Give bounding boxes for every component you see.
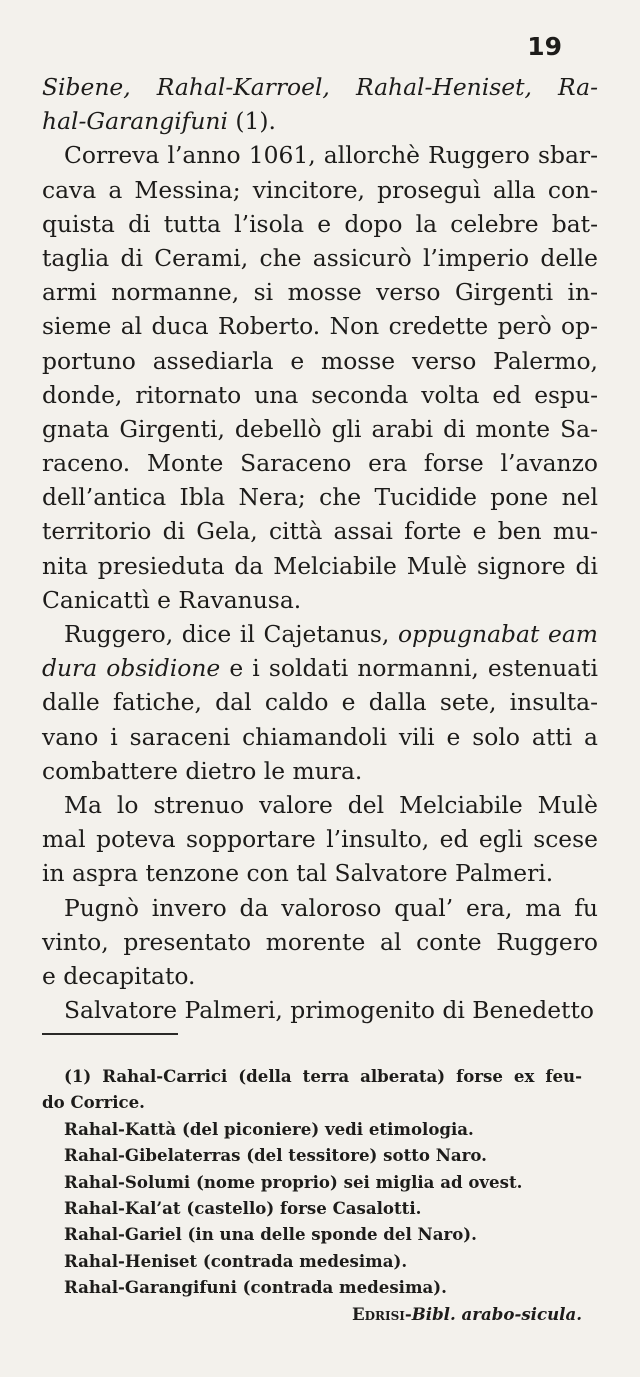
text-segment: Ma lo strenuo valore del Melciabile Mulè — [64, 790, 598, 819]
text-line — [42, 138, 598, 172]
text-segment: sieme al duca Roberto. Non credette però op- — [42, 312, 598, 341]
footnote-line: Rahal-Garangifuni (contrada medesima). — [64, 1277, 447, 1298]
italic-text: oppugnabat eam — [397, 620, 598, 648]
footnote-separator — [42, 1033, 178, 1035]
footnote-line: (1) Rahal-Carrici (della terra alberata) forse ex feu- — [64, 1066, 582, 1086]
text-line — [42, 309, 598, 343]
text-line — [42, 993, 598, 1027]
text-segment: Salvatore Palmeri, primogenito di Benedetto — [64, 996, 594, 1025]
text-line — [42, 617, 598, 651]
text-line — [42, 754, 598, 788]
text-line — [42, 856, 598, 890]
text-line — [42, 344, 598, 378]
footnote-line: Rahal-Gariel (in una delle sponde del Naro). — [64, 1224, 477, 1245]
footnote-line: Rahal-Kal’at (castello) forse Casalotti. — [64, 1197, 422, 1218]
text-line — [42, 207, 598, 241]
footnote-line: Rahal-Solumi (nome proprio) sei miglia ad ovest. — [64, 1171, 523, 1192]
text-line — [42, 412, 598, 446]
text-line — [42, 685, 598, 719]
source-title: Bibl. arabo-sicula. — [411, 1303, 582, 1324]
italic-text: dura obsidione — [42, 654, 221, 683]
text-segment: dalle fatiche, dal caldo e dalla sete, insulta- — [42, 688, 598, 717]
footnote-source — [42, 1301, 582, 1327]
text-line — [42, 104, 598, 138]
text-line — [42, 788, 598, 822]
text-segment: gnata Girgenti, debellò gli arabi di monte Sa- — [42, 414, 598, 443]
text-segment: Ruggero, dice il Cajetanus, — [64, 620, 398, 648]
italic-text: hal-Garangifuni — [42, 107, 228, 136]
text-line — [42, 583, 598, 617]
text-segment: e decapitato. — [42, 961, 196, 990]
text-line — [42, 70, 598, 104]
text-line — [42, 549, 598, 583]
text-segment: Correva l’anno 1061, allorchè Ruggero sbar- — [64, 141, 598, 170]
text-line — [42, 891, 598, 925]
text-segment: dell’antica Ibla Nera; che Tucidide pone nel — [42, 483, 598, 512]
text-segment: combattere dietro le mura. — [42, 756, 363, 785]
text-line — [42, 480, 598, 514]
text-segment: portuno assediarla e mosse verso Palermo, — [42, 346, 598, 375]
text-line — [42, 959, 598, 993]
body-text — [42, 70, 598, 1027]
text-segment: taglia di Cerami, che assicurò l’imperio delle — [42, 243, 598, 272]
text-segment: raceno. Monte Saraceno era forse l’avanzo — [42, 449, 598, 478]
text-segment: (1). — [227, 107, 276, 136]
text-segment: Pugnò invero da valoroso qual’ era, ma fu — [64, 893, 598, 922]
footnote-line: Rahal-Kattà (del piconiere) vedi etimologia. — [64, 1118, 474, 1139]
source-author: Edrisi- — [351, 1303, 412, 1324]
text-line — [42, 720, 598, 754]
text-line — [42, 241, 598, 275]
italic-text: Sibene, Rahal-Karroel, Rahal-Heniset, Ra- — [42, 73, 598, 101]
text-segment: vano i saraceni chiamandoli vili e solo atti a — [42, 722, 598, 751]
text-line — [42, 173, 598, 207]
text-line — [42, 275, 598, 309]
text-line — [42, 822, 598, 856]
text-segment: e i soldati normanni, estenuati — [220, 654, 598, 683]
footnote-line: Rahal-Heniset (contrada medesima). — [64, 1250, 408, 1271]
page-number: 19 — [527, 32, 562, 61]
text-segment: in aspra tenzone con tal Salvatore Palmeri. — [42, 859, 554, 888]
text-line — [42, 651, 598, 685]
text-line — [42, 514, 598, 548]
footnote-line: do Corrice. — [42, 1092, 145, 1113]
text-segment: donde, ritornato una seconda volta ed espu- — [42, 380, 598, 409]
text-line — [42, 378, 598, 412]
text-segment: territorio di Gela, città assai forte e ben mu- — [42, 517, 598, 546]
text-line — [42, 925, 598, 959]
text-line — [42, 446, 598, 480]
text-segment: cava a Messina; vincitore, proseguì alla con- — [42, 175, 598, 204]
text-segment: armi normanne, si mosse verso Girgenti in- — [42, 278, 598, 307]
footnote-line: Rahal-Gibelaterras (del tessitore) sotto Naro. — [64, 1145, 487, 1166]
text-segment: nita presieduta da Melciabile Mulè signore di — [42, 551, 598, 580]
text-segment: vinto, presentato morente al conte Ruggero — [42, 927, 598, 956]
text-segment: mal poteva sopportare l’insulto, ed egli scese — [42, 825, 598, 854]
footnotes — [42, 1063, 582, 1327]
text-segment: Canicattì e Ravanusa. — [42, 585, 302, 614]
text-segment: quista di tutta l’isola e dopo la celebre bat- — [42, 209, 598, 238]
